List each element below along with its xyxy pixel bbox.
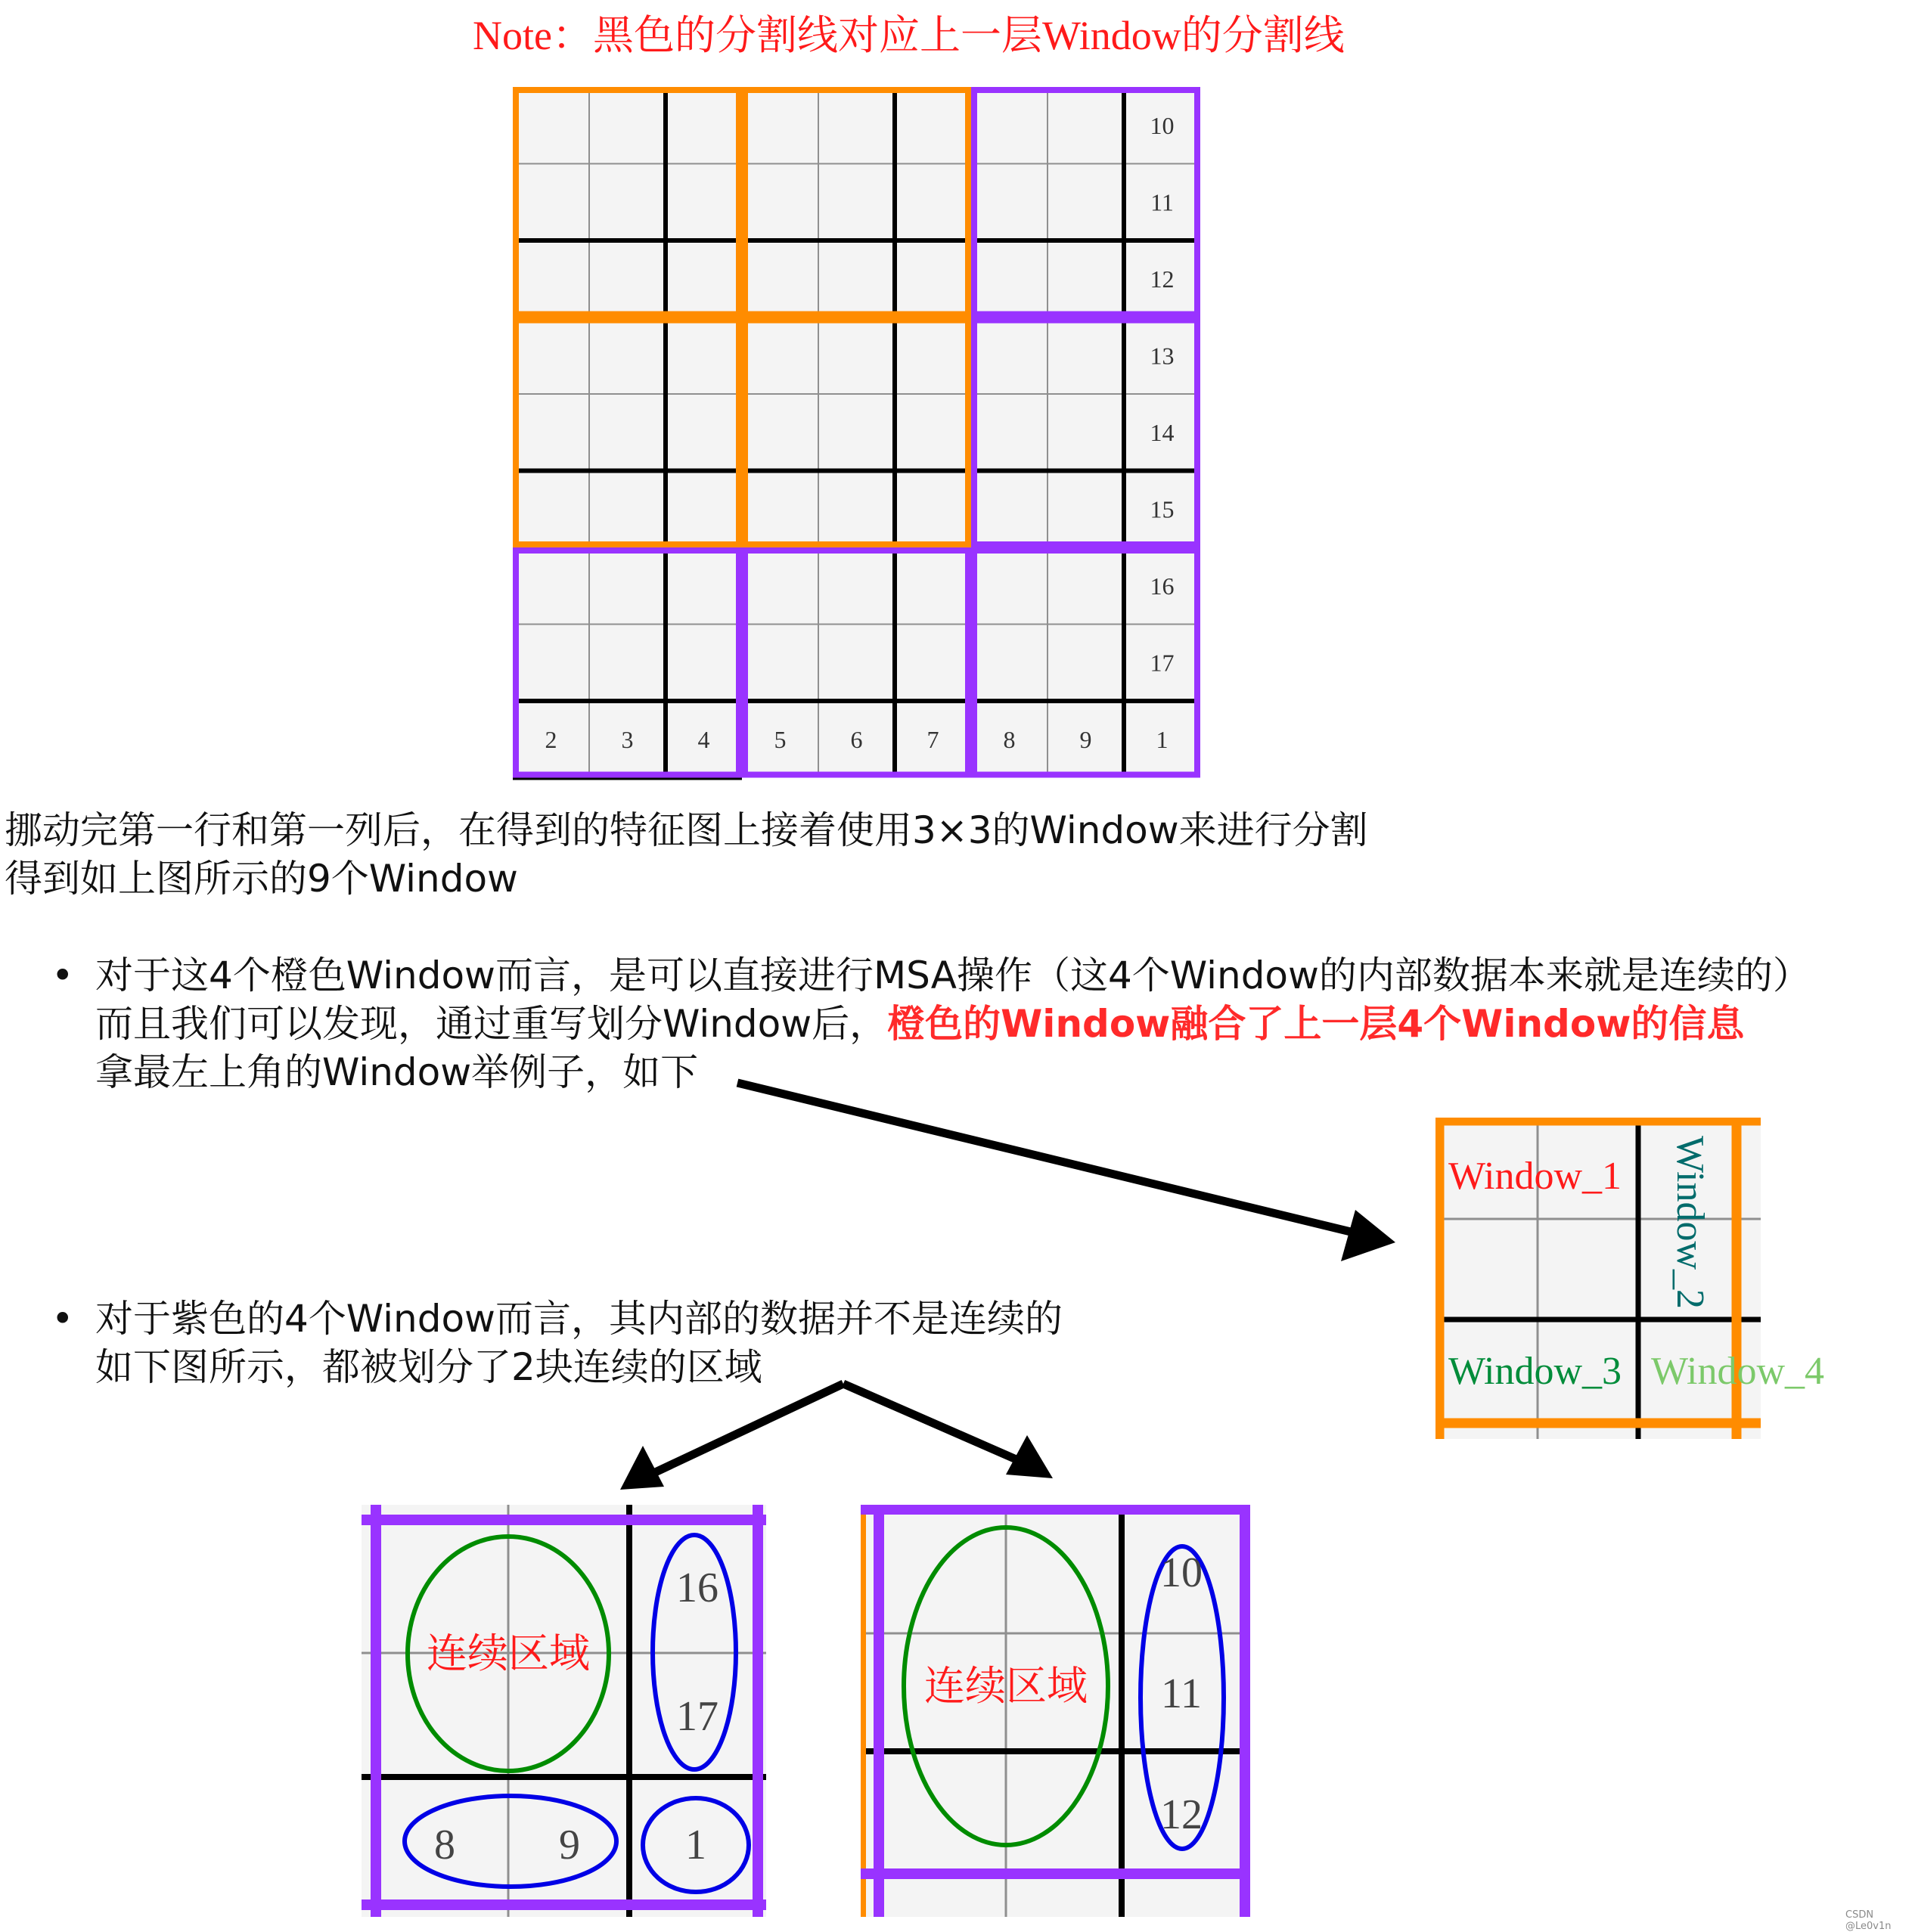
grid-label-right: 12 (1150, 265, 1175, 293)
grid-label-bottom: 9 (1079, 725, 1092, 753)
grid-label-bottom: 7 (926, 725, 939, 753)
main-grid (513, 87, 1200, 778)
zoom-orange-window (1435, 1118, 1824, 1439)
bullet1-line-2-plain: 而且我们可以发现，通过重写划分Window后， (95, 1002, 888, 1046)
credit-watermark: CSDN @Le0v1n (1845, 1909, 1892, 1932)
grid-label-bottom: 2 (545, 725, 557, 753)
grid-label-right: 14 (1150, 418, 1175, 446)
grid-label-right: 10 (1150, 111, 1175, 139)
left-continuous-region-label: 连续区域 (427, 1630, 590, 1677)
arrow-to-right-zoom (843, 1384, 1053, 1478)
right-label-12: 12 (1160, 1791, 1203, 1838)
left-label-17: 17 (676, 1693, 719, 1740)
left-label-9: 9 (559, 1822, 580, 1868)
window-3-label: Window_3 (1448, 1350, 1622, 1393)
left-label-16: 16 (676, 1565, 719, 1611)
window-1-label: Window_1 (1448, 1155, 1622, 1198)
grid-label-bottom: 3 (621, 725, 634, 753)
right-label-11: 11 (1161, 1670, 1202, 1717)
bullet1-line-1: 对于这4个橙色Window而言，是可以直接进行MSA操作（这4个Window的内部数据本来就是连续的） (95, 954, 1811, 997)
grid-label-right: 15 (1150, 495, 1175, 523)
grid-label-bottom: 6 (850, 725, 863, 753)
right-continuous-region-label: 连续区域 (924, 1662, 1088, 1710)
bullet-dot: • (51, 954, 74, 997)
grid-label-bottom: 5 (774, 725, 787, 753)
grid-label-right: 11 (1150, 188, 1174, 216)
arrow-to-left-zoom (620, 1384, 843, 1490)
grid-label-bottom: 1 (1156, 725, 1169, 753)
intro-line-2: 得到如上图所示的9个Window (5, 857, 518, 901)
grid-label-right: 16 (1150, 572, 1175, 600)
right-label-10: 10 (1160, 1549, 1203, 1596)
bullet1-line-3: 拿最左上角的Window举例子，如下 (95, 1050, 699, 1094)
grid-label-right: 13 (1150, 342, 1175, 370)
grid-background (513, 87, 1200, 777)
intro-line-1: 挪动完第一行和第一列后，在得到的特征图上接着使用3×3的Window来进行分割 (5, 808, 1368, 852)
bullet2-line-2: 如下图所示，都被划分了2块连续的区域 (95, 1345, 762, 1389)
left-label-8: 8 (434, 1822, 455, 1868)
window-4-label: Window_4 (1651, 1350, 1824, 1393)
left-label-1: 1 (685, 1822, 706, 1868)
zoom-purple-window-right (861, 1505, 1250, 1917)
zoom-purple-window-left (362, 1505, 766, 1917)
intro-paragraph (5, 806, 1368, 903)
note-title: Note：黑色的分割线对应上一层Window的分割线 (473, 13, 1345, 58)
bullet1-highlight: 橙色的Window融合了上一层4个Window的信息 (887, 1002, 1745, 1046)
grid-label-bottom: 4 (697, 725, 710, 753)
bullet-dot: • (51, 1297, 74, 1341)
bullet2-line-1: 对于紫色的4个Window而言，其内部的数据并不是连续的 (95, 1297, 1063, 1341)
grid-label-bottom: 8 (1003, 725, 1016, 753)
arrow-to-zoom-window (737, 1083, 1395, 1261)
grid-label-right: 17 (1150, 649, 1175, 677)
window-2-label: Window_2 (1668, 1136, 1712, 1309)
bullet1-line-2 (95, 1000, 1811, 1048)
